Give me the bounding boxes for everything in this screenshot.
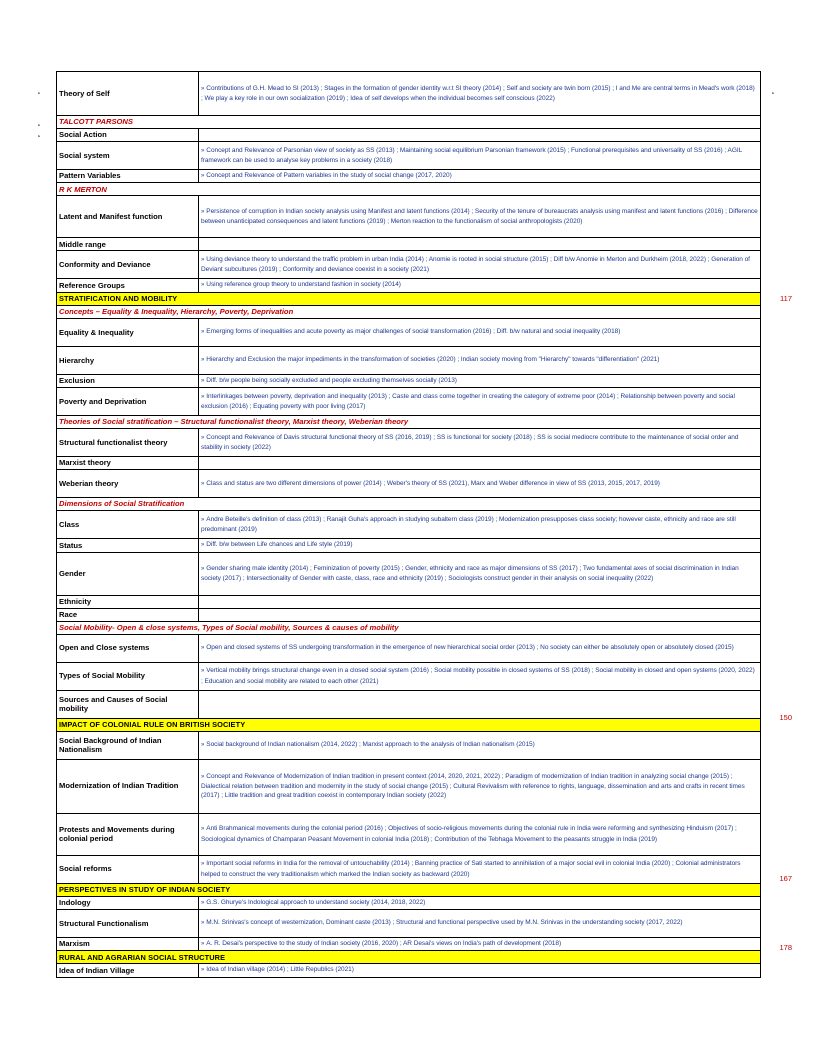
topic-name: Sources and Causes of Social mobility: [57, 690, 199, 718]
topic-name: Marxism: [57, 938, 199, 951]
topic-row: [57, 662, 761, 690]
topic-row: [57, 457, 761, 470]
topic-name: Ethnicity: [57, 595, 199, 608]
topic-name: Theory of Self: [57, 72, 199, 116]
topic-questions: [199, 457, 761, 470]
topic-questions: [199, 196, 761, 238]
topic-row: [57, 813, 761, 855]
arrow-bullet-icon: »: [201, 85, 205, 92]
topic-name: Structural Functionalism: [57, 910, 199, 938]
question-list: Persistence of corruption in Indian society analysis using Manifest and latent functions (2014) ; Security of the tenure of bureaucrats analysis using manifest and latent functions (2016) ; Difference between unanticipated consequences and latent functions (2019) ; Merton reaction to the functionalism of social anthropologists (2020): [201, 208, 758, 226]
topic-name: Weberian theory: [57, 470, 199, 498]
topic-name: Equality & Inequality: [57, 318, 199, 346]
topic-row: [57, 238, 761, 251]
topic-name: Structural functionalist theory: [57, 429, 199, 457]
bullet-marker: ˛: [772, 84, 775, 94]
question-list: Open and closed systems of SS undergoing transformation in the emergence of new hierarchical social order (2013) ; No society can either be absolutely open or absolutely closed (2015): [206, 643, 734, 651]
question-list: Using deviance theory to understand the traffic problem in urban India (2014) ; Anomie is rooted in social structure (2015) ; Diff b/w Anomie in Merton and Durkheim (2018, 2022) ; Generation of Deviant subcultures (2019) ; Conformity and deviance coexist in a society (2021): [201, 256, 750, 274]
topic-questions: [199, 690, 761, 718]
topic-name: Exclusion: [57, 374, 199, 387]
topic-questions: [199, 470, 761, 498]
arrow-bullet-icon: »: [201, 377, 205, 384]
topic-row: [57, 429, 761, 457]
topic-questions: [199, 539, 761, 552]
subsection-row: [57, 498, 761, 511]
unit-heading: IMPACT OF COLONIAL RULE ON BRITISH SOCIETY: [57, 718, 761, 731]
question-list: Concept and Relevance of Pattern variables in the study of social change (2017, 2020): [206, 172, 452, 179]
question-list: Andre Beteille's definition of class (2013) ; Ranajit Guha's approach in studying subaltern class (2019) ; Modernization presupposes class society; however caste, ethnicity and race are still predominant (2019): [201, 515, 736, 534]
topic-questions: [199, 238, 761, 251]
unit-heading: STRATIFICATION AND MOBILITY: [57, 292, 761, 305]
topic-questions: [199, 964, 761, 977]
topic-row: [57, 196, 761, 238]
topic-row: [57, 539, 761, 552]
topic-questions: [199, 662, 761, 690]
topic-name: Social system: [57, 142, 199, 170]
question-list: Important social reforms in India for the removal of untouchability (2014) ; Banning practice of Sati started to annihilation of a major social evil in colonial India (2020) ; Colonial administrators helped to construct the very traditionalism which marked the Indian society as backward (2020): [201, 860, 741, 878]
unit-heading: RURAL AND AGRARIAN SOCIAL STRUCTURE: [57, 951, 761, 964]
arrow-bullet-icon: »: [201, 147, 205, 154]
topic-row: [57, 938, 761, 951]
unit-heading-row: [57, 718, 761, 731]
topic-questions: [199, 595, 761, 608]
topic-name: Modernization of Indian Tradition: [57, 759, 199, 813]
arrow-bullet-icon: »: [201, 329, 205, 336]
topic-questions: [199, 511, 761, 539]
topic-row: [57, 388, 761, 416]
question-list: Diff. b/w people being socially excluded and people excluding themselves socially (2013): [206, 376, 457, 384]
topic-questions: [199, 346, 761, 374]
subsection-heading: R K MERTON: [57, 183, 761, 196]
question-list: Vertical mobility brings structural change even in a closed social system (2016) ; Social mobility possible in closed systems of SS (2018) ; Social mobility in closed and open systems (2020, 2022) ; Education and social mobility are related to each other (2021): [201, 667, 755, 685]
page-ref-178: 178: [779, 943, 792, 952]
unit-heading-row: [57, 883, 761, 896]
topic-name: Social Background of Indian Nationalism: [57, 731, 199, 759]
unit-heading: PERSPECTIVES IN STUDY OF INDIAN SOCIETY: [57, 883, 761, 896]
topic-row: [57, 595, 761, 608]
arrow-bullet-icon: »: [201, 826, 205, 833]
topic-name: Indology: [57, 896, 199, 909]
arrow-bullet-icon: »: [201, 434, 205, 441]
topic-name: Marxist theory: [57, 457, 199, 470]
arrow-bullet-icon: »: [201, 542, 205, 549]
page-ref-167: 167: [779, 874, 792, 883]
question-list: Concept and Relevance of Parsonian view of society as SS (2013) ; Maintaining social equilibrium Parsonian framework (2015) ; Functional prerequisites and universality of SS (2016) ; AGIL framework can be used to analyse key problems in a society (2018): [201, 146, 742, 164]
topic-questions: [199, 855, 761, 883]
topic-name: Latent and Manifest function: [57, 196, 199, 238]
topic-row: [57, 552, 761, 595]
arrow-bullet-icon: »: [201, 741, 205, 748]
topic-row: [57, 964, 761, 977]
subsection-row: [57, 305, 761, 318]
topic-name: Social reforms: [57, 855, 199, 883]
question-list: G.S. Ghurye's Indological approach to understand society (2014, 2018, 2022): [206, 898, 426, 906]
question-list: Hierarchy and Exclusion the major impediments in the transformation of societies (2020) ; Indian society moving from "Hierarchy" towards "differentiation" (2021): [206, 356, 660, 364]
topic-name: Hierarchy: [57, 346, 199, 374]
topic-name: Types of Social Mobility: [57, 662, 199, 690]
topic-questions: [199, 170, 761, 183]
topic-name: Class: [57, 511, 199, 539]
topic-row: [57, 855, 761, 883]
arrow-bullet-icon: »: [201, 920, 205, 927]
syllabus-table: [56, 71, 761, 978]
topic-row: [57, 142, 761, 170]
topic-questions: [199, 318, 761, 346]
arrow-bullet-icon: »: [201, 173, 205, 179]
subsection-heading: Concepts – Equality & Inequality, Hierarchy, Poverty, Deprivation: [57, 305, 761, 318]
question-list: Anti Brahmanical movements during the colonial period (2016) ; Objectives of socio-religious movements during the colonial rule in India were reforming and synthesizing Hinduism (2017) ; Sociological dynamics of Champaran Peasant Movement in colonial India (2018) ; Contribution of the Tebhaga Movement to the peasants struggle in India (2019): [201, 825, 737, 843]
subsection-row: [57, 621, 761, 634]
page-ref-150: 150: [779, 713, 792, 722]
topic-name: Idea of Indian Village: [57, 964, 199, 977]
arrow-bullet-icon: »: [201, 668, 205, 675]
topic-row: [57, 279, 761, 292]
question-list: Social background of Indian nationalism (2014, 2022) ; Marxist approach to the analysis of Indian nationalism (2015): [206, 740, 535, 748]
topic-row: [57, 634, 761, 662]
arrow-bullet-icon: »: [201, 516, 205, 523]
subsection-heading: Dimensions of Social Stratification: [57, 498, 761, 511]
bullet-marker: ˛: [38, 84, 41, 94]
topic-questions: [199, 938, 761, 951]
topic-row: [57, 170, 761, 183]
topic-name: Poverty and Deprivation: [57, 388, 199, 416]
topic-name: Open and Close systems: [57, 634, 199, 662]
arrow-bullet-icon: »: [201, 282, 205, 289]
topic-questions: [199, 813, 761, 855]
arrow-bullet-icon: »: [201, 899, 205, 906]
topic-row: [57, 608, 761, 621]
topic-questions: [199, 429, 761, 457]
topic-name: Gender: [57, 552, 199, 595]
arrow-bullet-icon: »: [201, 861, 205, 868]
topic-row: [57, 511, 761, 539]
subsection-row: [57, 183, 761, 196]
question-list: Idea of Indian village (2014) ; Little Republics (2021): [206, 966, 354, 974]
bullet-marker: ˛: [38, 127, 41, 137]
topic-questions: [199, 731, 761, 759]
topic-questions: [199, 251, 761, 279]
subsection-heading: Social Mobility- Open & close systems, Types of Social mobility, Sources & causes of mobility: [57, 621, 761, 634]
subsection-heading: Theories of Social stratification – Structural functionalist theory, Marxist theory, Weberian theory: [57, 416, 761, 429]
arrow-bullet-icon: »: [201, 773, 205, 780]
topic-row: [57, 690, 761, 718]
question-list: Concept and Relevance of Modernization of Indian tradition in present context (2014, 2020, 2021, 2022) ; Paradigm of modernization of Indian tradition in analyzing social change (2015) ; Dialectical relation between tradition and modernity in the study of social change (2015) ; Cultural Revivalism with reference to rights, language, dissemination and arts and crafts in recent times (2017) ; Little tradition and great tradition coexist in contemporary Indian society (2022): [201, 772, 745, 800]
question-list: A. R. Desai's perspective to the study of Indian society (2016, 2020) ; AR Desai's views on India's path of development (2018): [206, 940, 562, 948]
topic-questions: [199, 72, 761, 116]
topic-row: [57, 470, 761, 498]
topic-row: [57, 318, 761, 346]
topic-questions: [199, 279, 761, 292]
topic-questions: [199, 608, 761, 621]
topic-name: Social Action: [57, 129, 199, 142]
question-list: Class and status are two different dimensions of power (2014) ; Weber's theory of SS (2021), Marx and Weber difference in view of SS (2013, 2015, 2017, 2019): [206, 479, 660, 487]
question-list: Diff. b/w between Life chances and Life style (2019): [206, 541, 353, 549]
subsection-row: [57, 116, 761, 129]
topic-name: Race: [57, 608, 199, 621]
subsection-heading: TALCOTT PARSONS: [57, 116, 761, 129]
arrow-bullet-icon: »: [201, 941, 205, 948]
question-list: Using reference group theory to understand fashion in society (2014): [206, 281, 401, 289]
question-list: Emerging forms of inequalities and acute poverty as major challenges of social transformation (2016) ; Diff. b/w natural and social inequality (2018): [206, 328, 621, 336]
topic-row: [57, 910, 761, 938]
topic-questions: [199, 552, 761, 595]
question-list: Concept and Relevance of Davis structural functional theory of SS (2016, 2019) ; SS is functional for society (2018) ; SS is social mediocre contribute to the maintenance of social order and stability in society (2022): [201, 433, 739, 452]
topic-row: [57, 759, 761, 813]
topic-name: Conformity and Deviance: [57, 251, 199, 279]
topic-questions: [199, 634, 761, 662]
topic-row: [57, 731, 761, 759]
topic-name: Pattern Variables: [57, 170, 199, 183]
topic-row: [57, 346, 761, 374]
unit-heading-row: [57, 292, 761, 305]
topic-questions: [199, 896, 761, 909]
topic-questions: [199, 759, 761, 813]
topic-row: [57, 251, 761, 279]
bullet-marker: ˛: [38, 116, 41, 126]
question-list: Gender sharing male identity (2014) ; Feminization of poverty (2015) ; Gender, ethnicity and race as major dimensions of SS (2017) ; Two fundamental axes of social discrimination in Indian society (2017) ; Intersectionality of Gender with caste, class, race and ethnicity (2019) ; Sociologists construct gender in their analysis on social inequality (2022): [201, 564, 739, 583]
topic-questions: [199, 129, 761, 142]
topic-name: Middle range: [57, 238, 199, 251]
topic-questions: [199, 142, 761, 170]
arrow-bullet-icon: »: [201, 257, 205, 263]
topic-name: Protests and Movements during colonial period: [57, 813, 199, 855]
arrow-bullet-icon: »: [201, 393, 205, 400]
question-list: Contributions of G.H. Mead to SI (2013) ; Stages in the formation of gender identity w.r.t SI theory (2014) ; Self and society are twin born (2015) ; I and Me are central terms in Mead's work (2018) ; We play a key role in our own socialization (2019) ; Idea of self develops when the individual becomes self conscious (2022): [201, 84, 755, 102]
topic-questions: [199, 374, 761, 387]
arrow-bullet-icon: »: [201, 480, 205, 487]
arrow-bullet-icon: »: [201, 967, 205, 974]
topic-row: [57, 374, 761, 387]
arrow-bullet-icon: »: [201, 565, 205, 572]
topic-row: [57, 896, 761, 909]
arrow-bullet-icon: »: [201, 644, 205, 651]
topic-name: Reference Groups: [57, 279, 199, 292]
question-list: M.N. Srinivas's concept of westernization, Dominant caste (2013) ; Structural and functional perspective used by M.N. Srinivas in the understanding society (2017, 2022): [206, 919, 683, 927]
page-ref-117: 117: [780, 294, 792, 303]
unit-heading-row: [57, 951, 761, 964]
arrow-bullet-icon: »: [201, 357, 205, 364]
topic-row: [57, 129, 761, 142]
arrow-bullet-icon: »: [201, 209, 205, 215]
topic-row: [57, 72, 761, 116]
subsection-row: [57, 416, 761, 429]
topic-questions: [199, 910, 761, 938]
topic-name: Status: [57, 539, 199, 552]
topic-questions: [199, 388, 761, 416]
question-list: Interlinkages between poverty, deprivation and inequality (2013) ; Caste and class come together in creating the category of extreme poor (2014) ; Relationship between poverty and social exclusion (2016) ; Equating poverty with poor living (2017): [201, 392, 735, 411]
